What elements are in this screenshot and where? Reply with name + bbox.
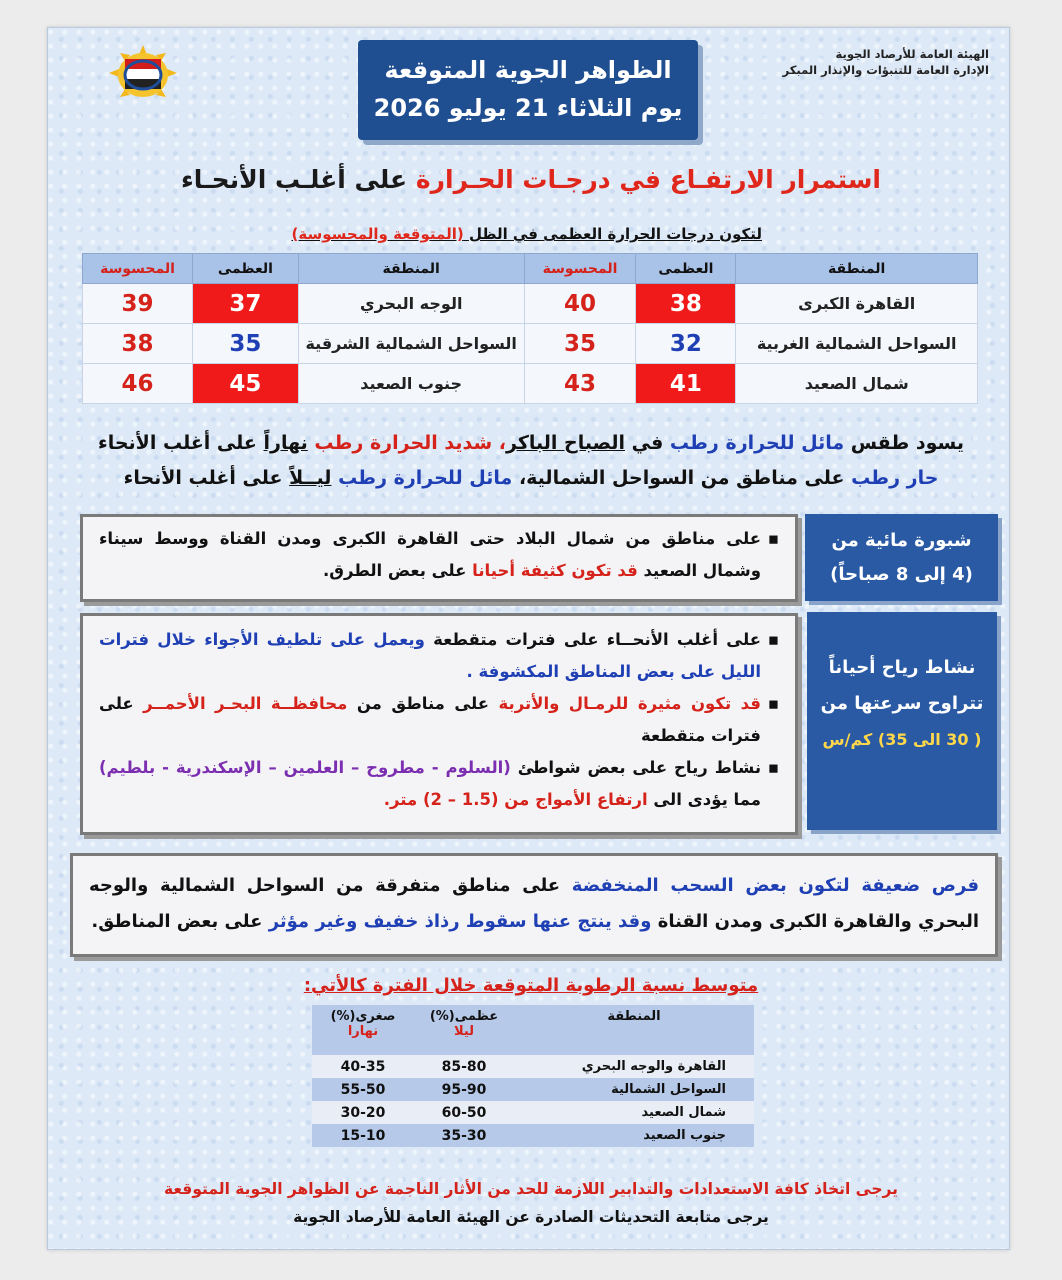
wind-text: على أغلب الأنحــاء على فترات متقطعة — [433, 630, 761, 649]
temperature-table — [82, 253, 978, 404]
summary-text: يسود طقس — [850, 432, 964, 454]
wind-label — [807, 612, 997, 830]
wind-highlight: (السلوم - مطروح – العلمين – الإسكندرية - بلطيم) — [99, 758, 511, 777]
humidity-header-min-label: صغرى(%) — [330, 1009, 396, 1024]
wind-highlight: محافظــة البحـر الأحمــر — [143, 694, 348, 713]
table-row — [312, 1055, 754, 1078]
humidity-header-min-sub: نهارا — [347, 1024, 379, 1039]
humidity-min: 40-35 — [312, 1055, 414, 1078]
summary-text: على أغلب الأنحاء — [123, 467, 283, 489]
rain-card — [70, 853, 998, 957]
rain-highlight: وقد ينتج عنها سقوط رذاذ خفيف وغير مؤثر — [268, 911, 652, 932]
headline-highlight: استمرار الارتفـاع في درجـات الحـرارة — [415, 165, 882, 194]
wind-label-line-1: نشاط رياح أحياناً — [828, 657, 976, 678]
fog-text: على بعض الطرق. — [322, 561, 467, 580]
region-cell: السواحل الشمالية الغربية — [736, 324, 978, 364]
humidity-header-region: المنطقة — [514, 1005, 754, 1055]
table-row — [83, 324, 978, 364]
summary-text: في — [631, 432, 664, 454]
temperature-subtitle — [292, 225, 762, 243]
wind-speed-range: ( 30 الى 35) كم/س — [822, 730, 982, 749]
humidity-max: 95-90 — [414, 1078, 514, 1101]
summary-highlight: حار رطب — [851, 467, 939, 489]
humidity-region: شمال الصعيد — [514, 1101, 754, 1124]
summary-line-2 — [0, 461, 1062, 495]
rain-text: على بعض المناطق. — [91, 911, 263, 932]
humidity-min: 15-10 — [312, 1124, 414, 1147]
wind-text: نشاط رياح على بعض شواطئ — [517, 758, 762, 777]
humidity-title: متوسط نسبة الرطوبة المتوقعة خلال الفترة كالأتي: — [303, 975, 759, 996]
fog-label — [805, 514, 998, 601]
humidity-max: 35-30 — [414, 1124, 514, 1147]
humidity-max: 85-80 — [414, 1055, 514, 1078]
authority-logo-icon — [103, 45, 183, 110]
max-temp-cell: 45 — [192, 364, 298, 404]
wind-bullet — [99, 624, 779, 688]
org-line-1: الهيئة العامة للأرصاد الجوية — [835, 47, 989, 61]
max-temp-cell: 41 — [636, 364, 736, 404]
header-feel-b: المحسوسة — [83, 254, 193, 284]
footer-note: يرجى متابعة التحديثات الصادرة عن الهيئة العامة للأرصاد الجوية — [293, 1208, 769, 1226]
humidity-min: 30-20 — [312, 1101, 414, 1124]
wind-text: على فترات متقطعة — [99, 694, 761, 745]
region-cell: جنوب الصعيد — [298, 364, 524, 404]
header-max-a: العظمى — [636, 254, 736, 284]
summary-highlight: ، شديد الحرارة رطب — [314, 432, 507, 454]
summary-underlined: الصباح الباكر — [506, 432, 625, 454]
feel-temp-cell: 46 — [83, 364, 193, 404]
humidity-min: 55-50 — [312, 1078, 414, 1101]
wind-highlight: ويعمل على تلطيف الأجواء خلال فترات الليل على بعض المناطق المكشوفة . — [99, 630, 761, 681]
fog-label-line-2: (4 إلى 8 صباحاً) — [830, 564, 973, 585]
max-temp-cell: 35 — [192, 324, 298, 364]
summary-text: على مناطق من السواحل الشمالية، — [518, 467, 845, 489]
wind-bullet — [99, 752, 779, 816]
wind-text: مما يؤدى الى — [653, 790, 761, 809]
temperature-subtitle-highlight: (المتوقعة والمحسوسة) — [291, 225, 464, 243]
region-cell: شمال الصعيد — [736, 364, 978, 404]
summary-underlined: نهاراً — [263, 432, 308, 454]
title-line-2: يوم الثلاثاء 21 يوليو 2026 — [373, 94, 683, 122]
feel-temp-cell: 43 — [524, 364, 636, 404]
rain-text: على مناطق متفرقة من السواحل الشمالية والوجه البحري والقاهرة الكبرى ومدن القناة — [89, 875, 979, 932]
max-temp-cell: 37 — [192, 284, 298, 324]
header-region-a: المنطقة — [736, 254, 978, 284]
summary-highlight: مائل للحرارة رطب — [338, 467, 513, 489]
region-cell: السواحل الشمالية الشرقية — [298, 324, 524, 364]
fog-text: على مناطق من شمال البلاد حتى القاهرة الكبرى ومدن القناة ووسط سيناء وشمال الصعيد — [99, 529, 761, 580]
fog-label-line-1: شبورة مائية من — [831, 530, 972, 551]
table-row — [83, 284, 978, 324]
summary-underlined: ليــلاً — [289, 467, 332, 489]
headline-rest: على أغلـب الأنحـاء — [180, 165, 408, 194]
wind-highlight: قد تكون مثيرة للرمـال والأتربة — [498, 694, 761, 713]
wind-bullet — [99, 688, 779, 752]
feel-temp-cell: 35 — [524, 324, 636, 364]
feel-temp-cell: 40 — [524, 284, 636, 324]
wind-highlight: ارتفاع الأمواج من (1.5 – 2) متر. — [383, 790, 648, 809]
humidity-header-max-sub: ليلا — [453, 1024, 475, 1039]
summary-line-1 — [0, 426, 1062, 460]
humidity-header-max-label: عظمى(%) — [429, 1009, 499, 1024]
temperature-header-row — [83, 254, 978, 284]
region-cell: الوجه البحري — [298, 284, 524, 324]
summary-text: على أغلب الأنحاء — [98, 432, 257, 454]
bulletin-title — [358, 40, 698, 140]
table-row — [83, 364, 978, 404]
humidity-header-row — [312, 1005, 754, 1055]
rain-highlight: فرص ضعيفة لتكون بعض السحب المنخفضة — [571, 875, 979, 896]
summary-highlight: مائل للحرارة رطب — [669, 432, 845, 454]
header-max-b: العظمى — [192, 254, 298, 284]
feel-temp-cell: 39 — [83, 284, 193, 324]
max-temp-cell: 38 — [636, 284, 736, 324]
table-row — [312, 1078, 754, 1101]
table-row — [312, 1124, 754, 1147]
humidity-header-min — [312, 1005, 414, 1055]
wind-card — [80, 613, 798, 835]
feel-temp-cell: 38 — [83, 324, 193, 364]
humidity-region: القاهرة والوجه البحري — [514, 1055, 754, 1078]
table-row — [312, 1101, 754, 1124]
title-line-1: الظواهر الجوية المتوقعة — [384, 56, 672, 84]
org-line-2: الإدارة العامة للتنبؤات والإنذار المبكر — [782, 63, 989, 77]
header-region-b: المنطقة — [298, 254, 524, 284]
max-temp-cell: 32 — [636, 324, 736, 364]
organization-name — [749, 46, 989, 78]
fog-card — [80, 514, 798, 602]
fog-bullet — [99, 523, 779, 587]
footer-warning: يرجى اتخاذ كافة الاستعدادات والتدابير اللازمة للحد من الأثار الناجمة عن الظواهر الجوية المتوقعة — [164, 1180, 898, 1198]
region-cell: القاهرة الكبرى — [736, 284, 978, 324]
wind-label-line-2: تتراوح سرعتها من — [820, 693, 984, 714]
fog-highlight: قد تكون كثيفة أحيانا — [472, 561, 638, 580]
humidity-region: السواحل الشمالية — [514, 1078, 754, 1101]
humidity-header-max — [414, 1005, 514, 1055]
humidity-region: جنوب الصعيد — [514, 1124, 754, 1147]
humidity-table — [312, 1005, 754, 1147]
headline — [0, 165, 1062, 194]
humidity-max: 60-50 — [414, 1101, 514, 1124]
temperature-subtitle-text: لتكون درجات الحرارة العظمى في الظل — [468, 225, 762, 243]
wind-text: على مناطق من — [356, 694, 490, 713]
header-feel-a: المحسوسة — [524, 254, 636, 284]
